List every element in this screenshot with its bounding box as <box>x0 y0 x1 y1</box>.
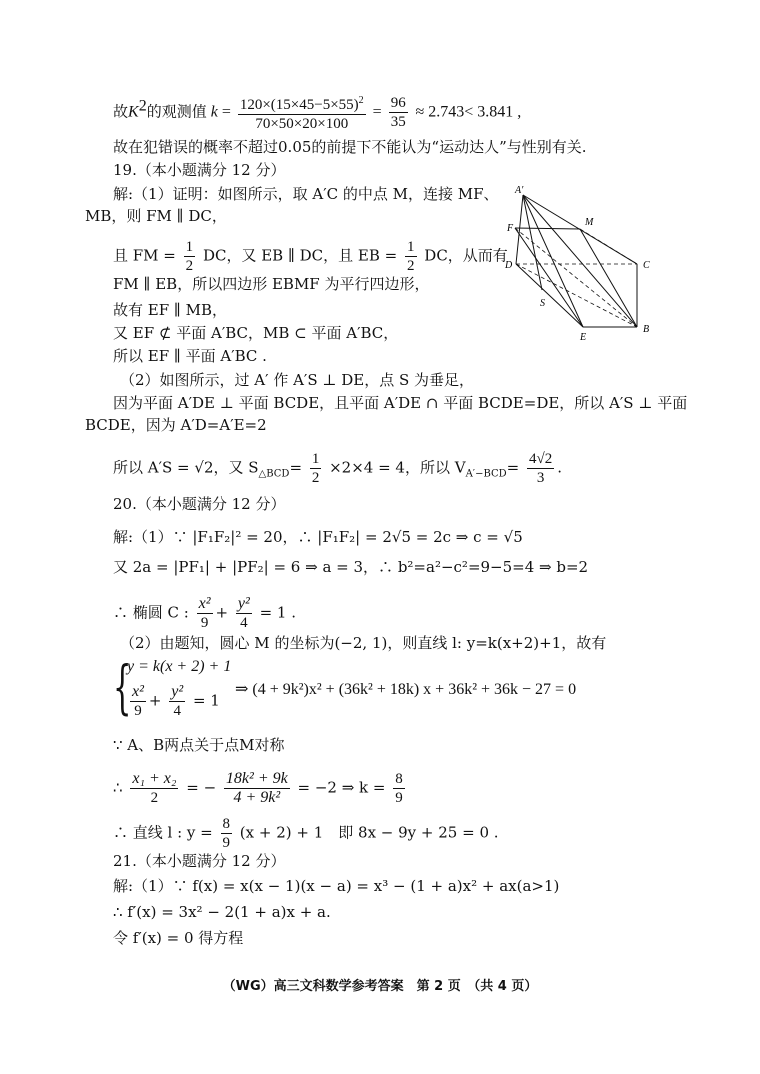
figure-label-C: C <box>643 260 650 271</box>
system-eq1: y = k(x + 2) + 1 <box>127 658 232 675</box>
p19-line5: 故有 EF ∥ MB， <box>113 301 227 319</box>
p21-heading: 21.（本小题满分 12 分） <box>113 852 286 870</box>
figure-label-M: M <box>585 217 594 228</box>
pyramid-figure <box>500 182 660 342</box>
p19-line1: 解:（1）证明：如图所示，取 A′C 的中点 M，连接 MF、 <box>113 185 499 203</box>
k2-label: 的观测值 <box>146 102 207 121</box>
k2-fraction <box>238 92 366 133</box>
page-footer: （WG）高三文科数学参考答案 第 2 页 （共 4 页） <box>222 979 538 994</box>
p20-heading: 20.（本小题满分 12 分） <box>113 495 286 513</box>
p19-heading: 19.（本小题满分 12 分） <box>113 161 286 179</box>
system-eq2: $\frac{\text{x²}}{9}$ + $\frac{\text{y²}}{4}$ = 1 <box>132 683 220 719</box>
k2-numerator: $120\times(15\times 45-5\times 55)^2$ <box>238 92 366 115</box>
figure-label-E: E <box>580 332 587 342</box>
p19-line6: 又 EF ⊄ 平面 A′BC，MB ⊂ 平面 A′BC， <box>113 324 399 342</box>
p19-line4: FM ∥ EB，所以四边形 EBMF 为平行四边形， <box>113 275 430 293</box>
p21-line1: 解:（1）∵ f(x) = x(x − 1)(x − a) = x³ − (1 + a)x² + ax(a>1) <box>113 877 560 895</box>
figure-label-A: A′ <box>515 185 524 196</box>
p19-line9: 因为平面 A′DE ⊥ 平面 BCDE，且平面 A′DE ∩ 平面 BCDE=DE，所以 A′S ⊥ 平面 <box>113 394 688 412</box>
p21-line3: 令 f′(x) = 0 得方程 <box>113 929 244 947</box>
p20-line7: ∴ $\frac{\text{x₁ + x₂}}{2}$ = − $\frac{\text{18k² + 9k}}{\text{4 + 9k²}}$ = −2 ⇒ k = $\frac{8}{9}$ <box>113 770 403 806</box>
p20-line6: ∵ A、B两点关于点M对称 <box>113 736 285 754</box>
p19-line2: MB，则 FM ∥ DC， <box>85 207 227 225</box>
p20-line4: （2）由题知，圆心 M 的坐标为(−2, 1)，则直线 l: y=k(x+2)+1，故有 <box>120 634 607 652</box>
k2-line: 故$K^2$的观测值 k = $\frac{120\times(15\times 45-5\times 55)^2}{70\times 50\times 20\times 100}$ = $\frac{96}{35}$ ≈ 2.743< 3.841 , <box>113 92 521 133</box>
p20-ellipse: ∴ 椭圆 C : $\frac{\text{x²}}{9}$ + $\frac{\text{y²}}{4}$ = 1 . <box>113 595 296 631</box>
p18-conclusion: 故在犯错误的概率不超过0.05的前提下不能认为“运动达人”与性别有关. <box>113 138 587 156</box>
volume-fraction: $\frac{4√2}{3}$ <box>529 451 553 486</box>
figure-label-B: B <box>643 324 650 335</box>
p20-line8: ∴ 直线 l : y = $\frac{8}{9}$ (x + 2) + 1 即 8x − 9y + 25 = 0 . <box>113 816 499 851</box>
p19-line11: 所以 A′S = √2，又 $S_{\triangle BCD}=$ $\frac{1}{2}$ ×2×4 = 4，所以 $V_{A'-BCD}=$ $\frac{4√2}{3}$ . <box>113 451 563 486</box>
figure-label-F: F <box>507 223 514 234</box>
k2-value-fraction: $\frac{96}{35}$ <box>390 95 406 130</box>
p21-line2: ∴ f′(x) = 3x² − 2(1 + a)x + a. <box>113 903 331 921</box>
system-result: ⇒ (4 + 9k²)x² + (36k² + 18k) x + 36k² + 36k − 27 = 0 <box>235 681 577 698</box>
p19-line7: 所以 EF ∥ 平面 A′BC . <box>113 347 267 365</box>
figure-label-S: S <box>540 298 545 309</box>
p19-line10: BCDE，因为 A′D=A′E=2 <box>85 416 267 434</box>
k2-approx: ≈ 2.743< 3.841 , <box>415 103 522 121</box>
p20-line2: 又 2a = |PF₁| + |PF₂| = 6 ⇒ a = 3，∴ b²=a²−c²=9−5=4 ⇒ b=2 <box>113 558 589 576</box>
figure-label-D: D <box>505 260 513 271</box>
k2-denominator: 70×50×20×100 <box>255 116 349 132</box>
system-brace: { <box>113 653 132 721</box>
k2-prefix: 故 <box>113 102 129 121</box>
p20-line1: 解:（1）∵ |F₁F₂|² = 20，∴ |F₁F₂| = 2√5 = 2c ⇒ c = √5 <box>113 528 523 546</box>
p19-line8: （2）如图所示，过 A′ 作 A′S ⊥ DE，点 S 为垂足， <box>120 371 475 389</box>
p19-line3: 且 FM = $\frac{1}{2}$ DC，又 EB ∥ DC，且 EB = $\frac{1}{2}$ DC，从而有 <box>113 239 508 274</box>
